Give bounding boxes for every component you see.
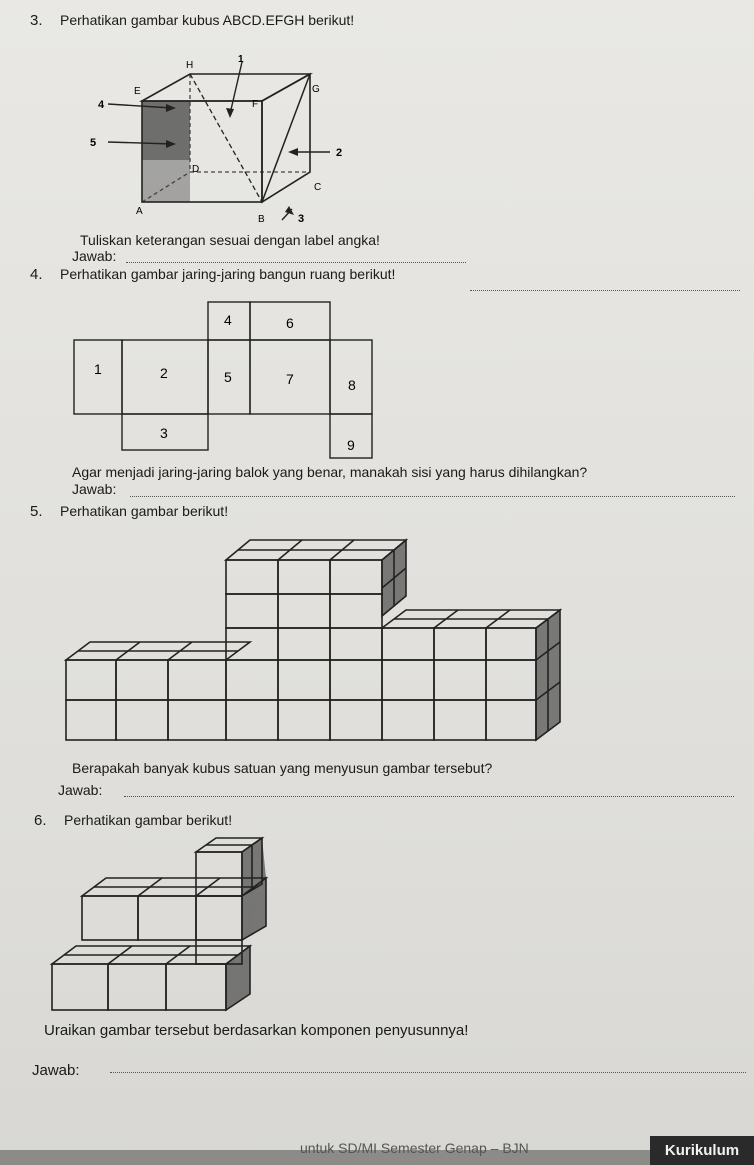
q4-question: Agar menjadi jaring-jaring balok yang benar, manakah sisi yang harus dihilangkan?	[72, 464, 588, 480]
cube-stack-figure	[60, 530, 580, 755]
net-label-9: 9	[347, 437, 355, 453]
vertex-g: G	[312, 84, 320, 95]
label-5: 5	[90, 137, 97, 149]
arrow-1	[230, 62, 242, 114]
stair-cubes-figure	[40, 836, 280, 1021]
space-diagonal	[190, 74, 262, 202]
kurikulum-badge: Kurikulum	[650, 1136, 754, 1165]
q3-answer-line-2[interactable]	[470, 290, 740, 291]
label-1: 1	[238, 54, 244, 65]
vertex-c: C	[314, 182, 322, 193]
q4-answer-line[interactable]	[130, 496, 735, 497]
net-label-3: 3	[160, 425, 168, 441]
q6-number: 6.	[34, 812, 47, 829]
net-label-7: 7	[286, 371, 294, 387]
cube-figure	[80, 52, 380, 232]
q6-prompt: Perhatikan gambar berikut!	[64, 812, 233, 828]
footer-text: untuk SD/MI Semester Genap – BJN	[300, 1140, 529, 1156]
q6-question: Uraikan gambar tersebut berdasarkan komponen penyusunnya!	[44, 1022, 469, 1039]
net-label-1: 1	[94, 361, 102, 377]
net-label-8: 8	[348, 377, 356, 393]
q4-number: 4.	[30, 266, 43, 283]
q5-answer-label: Jawab:	[58, 782, 103, 798]
q5-prompt: Perhatikan gambar berikut!	[60, 503, 229, 519]
q4-answer-label: Jawab:	[72, 481, 117, 497]
q5-number: 5.	[30, 503, 43, 520]
label-3: 3	[298, 213, 305, 225]
face-diagonal	[262, 74, 310, 202]
net-label-4: 4	[224, 312, 232, 328]
label-4: 4	[98, 99, 105, 111]
q5-answer-line[interactable]	[124, 796, 734, 797]
q3-answer-label: Jawab:	[72, 248, 117, 264]
net-label-2: 2	[160, 365, 168, 381]
q4-prompt: Perhatikan gambar jaring-jaring bangun ruang berikut!	[60, 266, 396, 282]
q3-prompt: Perhatikan gambar kubus ABCD.EFGH berikut!	[60, 12, 355, 28]
vertex-a: A	[136, 206, 143, 217]
net-label-6: 6	[286, 315, 294, 331]
net-figure	[70, 290, 390, 470]
q3-instruction: Tuliskan keterangan sesuai dengan label angka!	[80, 232, 380, 248]
vertex-b: B	[258, 214, 265, 225]
q6-answer-label: Jawab:	[32, 1062, 80, 1079]
q3-number: 3.	[30, 12, 43, 29]
vertex-e: E	[134, 86, 141, 97]
q3-answer-line[interactable]	[126, 262, 466, 263]
q5-question: Berapakah banyak kubus satuan yang menyusun gambar tersebut?	[72, 760, 493, 776]
vertex-d: D	[192, 164, 200, 175]
net-label-5: 5	[224, 369, 232, 385]
label-2: 2	[336, 147, 343, 159]
vertex-f: F	[252, 99, 259, 110]
q6-answer-line[interactable]	[110, 1072, 746, 1073]
vertex-h: H	[186, 60, 194, 71]
net-face-1	[74, 340, 122, 414]
